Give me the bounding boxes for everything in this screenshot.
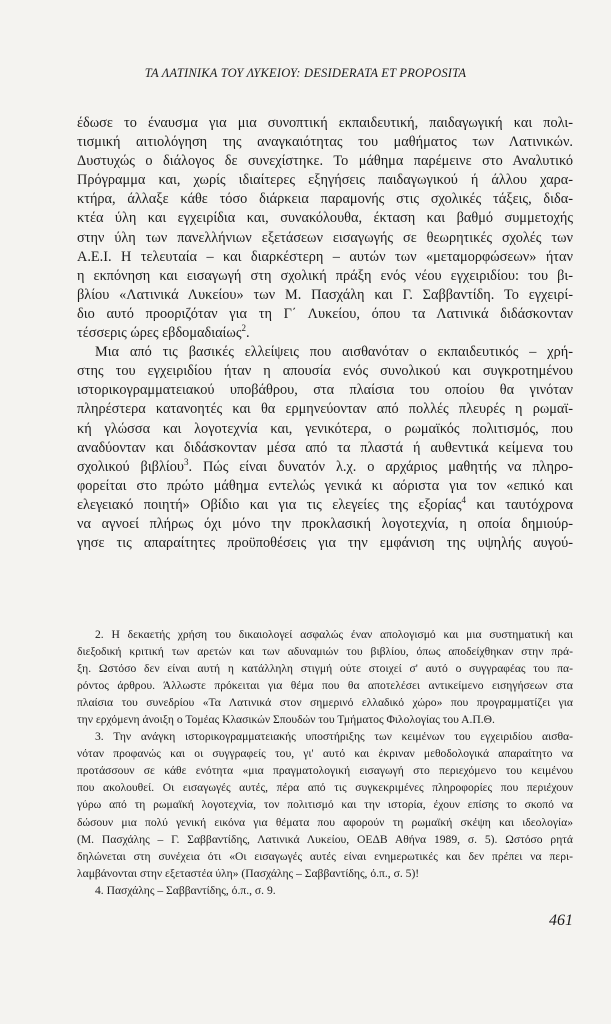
main-body-text	[77, 114, 573, 553]
body-text-run: .	[245, 325, 250, 342]
body-line	[77, 324, 573, 343]
footnote-ref-3[interactable]: 3	[183, 456, 189, 467]
page-number: 461	[549, 912, 573, 929]
footnote-3-line: που ακολουθεί. Οι εισαγωγές αυτές, πέρα από τις συγκεκριμένες πληροφορίες που περιέχουν	[77, 781, 573, 795]
body-line: στης του εγχειριδίου ήταν η απουσία ενός συνολικού και συγκροτημένου	[77, 363, 573, 380]
footnote-3-line: προτάσσουν σε κάθε ενότητα «μια πραγματολογική εισαγωγή στο περιεχόμενο του κειμένου	[77, 764, 573, 778]
body-line: κή γλώσσα και λογοτεχνία και, γενικότερα, ο ρωμαϊκός πολιτισμός, που	[77, 420, 573, 437]
body-line: τισμική αιτιολόγηση της αναγκαιότητας του μαθήματος των Λατινικών.	[77, 134, 573, 151]
footnote-4-line: 4. Πασχάλης – Σαββαντίδης, ό.π., σ. 9.	[95, 883, 276, 897]
body-line: διο αυτό προοριζόταν για τη Γ΄ Λυκείου, όπου τα Λατινικά διδάσκονταν	[77, 305, 573, 322]
body-line: να αγνοεί πλήρως όχι μόνο την προκλασική λογοτεχνία, η οποία δημιούρ-	[77, 515, 573, 532]
body-line	[77, 496, 573, 515]
footnotes-section	[77, 626, 573, 899]
footnote-2-line: ρόντος άρθρου. Άλλωστε πρόκειται για θέμα που θα αποτελέσει αντικείμενο εισηγήσεων στα	[77, 679, 573, 693]
body-line: κτέα ύλη και εγχειρίδια και, συνακόλουθα, έκταση και βαθμό συμμετοχής	[77, 210, 573, 227]
body-text-run: . Πώς είναι δυνατόν λ.χ. ο αρχάριος μαθητής να πληρο-	[188, 458, 573, 475]
body-line: έδωσε το έναυσμα για μια συνοπτική εκπαιδευτική, παιδαγωγική και πολι-	[77, 115, 573, 131]
body-line: Πρόγραμμα και, χωρίς ιδιαίτερες εξηγήσεις παιδαγωγικού ή άλλου χαρα-	[77, 172, 573, 189]
body-line: αναδύονταν και διδάσκονταν μέσα από τα πλαστά ή αυθεντικά κείμενα του	[77, 439, 573, 456]
body-line: ιστορικογραμματειακού υποβάθρου, στα πλαίσια του οποίου θα γινόταν	[77, 382, 573, 399]
footnote-2-line: πλαίσια του συνεδρίου «Τα Λατινικά στον σημερινό ελλαδικό χώρο» που προγραμματίζει για	[77, 696, 573, 710]
body-text-run: σχολικού βιβλίου	[77, 458, 184, 475]
body-line: βλίου «Λατινικά Λυκείου» των Μ. Πασχάλη και Γ. Σαββαντίδη. Το εγχειρί-	[77, 286, 573, 303]
body-text-run: ελεγειακό ποιητή» Οβίδιο και για τις ελεγείες της εξορίας	[77, 496, 462, 513]
body-line: κτήρα, άλλαξε κάθε τόσο διάρκεια παραμονής στις σχολικές τάξεις, διδα-	[77, 191, 573, 208]
body-line: Α.Ε.Ι. Η τελευταία – και διαρκέστερη – αυτών των «μεταμορφώσεων» ήταν	[77, 248, 573, 265]
body-line: πληρέστερα κατανοητές και θα ερμηνεύονταν από πολλές πλευρές η ρωμαϊ-	[77, 401, 573, 418]
body-line: στην ύλη των πανελλήνιων εξετάσεων εισαγωγής σε θεωρητικές σχολές των	[77, 229, 573, 246]
footnote-ref-4[interactable]: 4	[461, 494, 467, 505]
body-line	[77, 458, 573, 477]
footnote-3-line: γύρω από τη ρωμαϊκή λογοτεχνία, τον πολιτισμό και την ιστορία, έχουν επίσης το σκοπό να	[77, 798, 573, 812]
footnote-3-line: δώσουν μια πολύ γενική εικόνα για θέματα που αφορούν τη ρωμαϊκή σκέψη και ιδεολογία»	[77, 815, 573, 829]
body-line: Μια από τις βασικές ελλείψεις που αισθανόταν ο εκπαιδευτικός – χρή-	[95, 344, 573, 361]
body-line: Δυστυχώς ο διάλογος δε συνεχίστηκε. Το μάθημα παρέμεινε στο Αναλυτικό	[77, 153, 573, 170]
footnote-2-line: την ερχόμενη άνοιξη ο Τομέας Κλασικών Σπουδών του Τμήματος Φιλολογίας του Α.Π.Θ.	[77, 713, 495, 727]
footnote-ref-2[interactable]: 2	[241, 323, 246, 334]
body-line: η εκπόνηση και εισαγωγή στη σχολική πράξη ενός νέου εγχειριδίου: του βι-	[77, 267, 573, 284]
body-line: γησε τις απαραίτητες προϋποθέσεις για την εμφάνιση της υψηλής αυγού-	[77, 535, 573, 552]
footnote-3-line: 3. Την ανάγκη ιστορικογραμματειακής υποστήριξης των κειμένων του εγχειριδίου αισθα-	[95, 730, 573, 744]
footnote-3-line: (Μ. Πασχάλης – Γ. Σαββαντίδης, Λατινικά Λυκείου, ΟΕΔΒ Αθήνα 1989, σ. 5). Ωστόσο ρητά	[77, 832, 573, 846]
footnote-3-line: νόταν προφανώς και οι συγγραφείς του, γι' αυτό και έκριναν μεθοδολογικά απαραίτητο να	[77, 747, 573, 761]
footnote-2-line: 2. Η δεκαετής χρήση του δικαιολογεί ασφαλώς έναν απολογισμό και μια συστηματική και	[95, 628, 573, 641]
body-text-run: τέσσερις ώρες εβδομαδιαίως	[77, 325, 242, 342]
footnote-3-line: λαμβάνονται στην εξεταστέα ύλη» (Πασχάλης – Σαββαντίδης, ό.π., σ. 5)!	[77, 866, 420, 880]
footnote-3-line: δηλώνεται στη συνέχεια ότι «Οι εισαγωγές αυτές είναι ενημερωτικές και δεν πρέπει να περι-	[77, 849, 573, 863]
footnote-2-line: διεξοδική κριτική των αρετών και των αδυναμιών του βιβλίου, όπως αποδείχθηκαν στην πρά-	[77, 645, 573, 659]
body-line: φορείται στο πρώτο μάθημα εντελώς γενικά κι αόριστα για τον «επικό και	[77, 477, 573, 494]
footnote-2-line: ξη. Ωστόσο δεν είναι αυτή η κατάλληλη στιγμή ούτε στοιχεί σ' αυτό ο συγγραφέας του πα-	[77, 662, 573, 676]
running-header: ΤΑ ΛΑΤΙΝΙΚΑ ΤΟΥ ΛΥΚΕΙΟΥ: DESIDERATA ET PROPOSITA	[144, 66, 467, 80]
body-text-run: και ταυτόχρονα	[466, 496, 573, 513]
